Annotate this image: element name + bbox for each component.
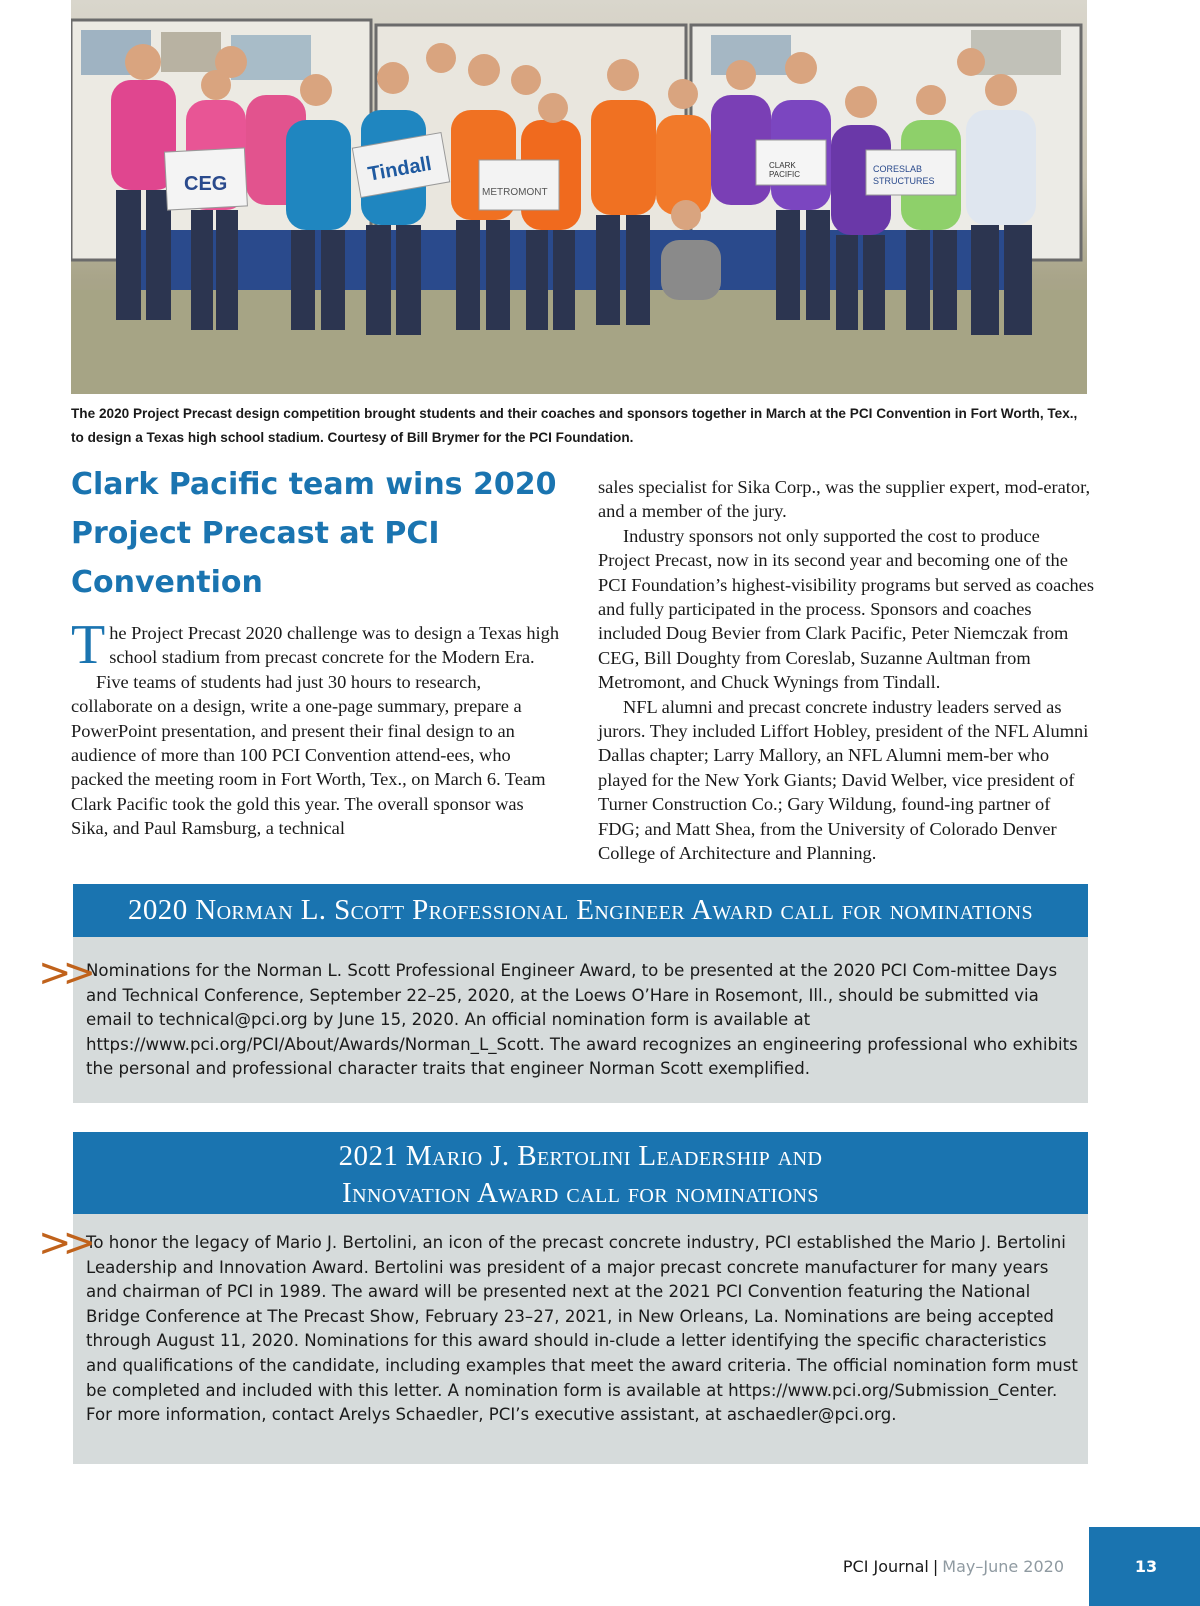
page-footer <box>843 1557 1064 1576</box>
norman-scott-award-section <box>73 884 1088 1103</box>
svg-text:STRUCTURES: STRUCTURES <box>873 176 935 186</box>
article-headline: Clark Pacific team wins 2020 Project Precast at PCI Convention <box>71 467 557 600</box>
section-banner: 2020 Norman L. Scott Professional Engineer Award call for nominations <box>73 884 1088 937</box>
svg-text:CEG: CEG <box>184 173 228 195</box>
bertolini-award-section <box>73 1132 1088 1464</box>
section-banner <box>73 1132 1088 1214</box>
article-paragraph-1-text: he Project Precast 2020 challenge was to design a Texas high school stadium from precast concrete for the Modern Era. <box>109 623 560 668</box>
double-chevron-icon: >> <box>38 950 88 996</box>
article-paragraph-2: Five teams of students had just 30 hours to research, collaborate on a design, write a one-page summary, prepare a PowerPoint presentation, and present their final design to an audience of more than 100 PCI Convention attend-ees, who packed the meeting room in Fort Worth, Tex., on March 6. Team Clark Pacific took the gold this year. The overall sponsor was Sika, and Paul Ramsburg, a technical <box>71 671 546 839</box>
article-paragraph-1 <box>71 614 561 676</box>
page-number: 13 <box>1089 1527 1200 1606</box>
section-body: To honor the legacy of Mario J. Bertolini, an icon of the precast concrete industry, PCI established the Mario J. Bertolini Leadership and Innovation Award. Bertolini was president of a major precast concrete manufacturer for many years and chairman of PCI in 1989. The award will be presented next at the 2021 PCI Convention featuring the National Bridge Conference at The Precast Show, February 23–27, 2021, in New Orleans, La. Nominations are being accepted through August 11, 2020. Nominations for this award should in-clude a letter identifying the specific characteristics and qualifications of the candidate, including examples that meet the award criteria. The official nomination form must be completed and included with this letter. A nomination form is available at https://www.pci.org/Submission_Center. For more information, contact Arelys Schaedler, PCI’s executive assistant, at aschaedler@pci.org. <box>86 1233 1078 1425</box>
section-banner-line-2: Innovation Award call for nominations <box>342 1177 819 1209</box>
drop-cap: T <box>71 614 106 676</box>
footer-separator: | <box>932 1557 939 1576</box>
article-paragraph-3: sales specialist for Sika Corp., was the supplier expert, mod-erator, and a member of the jury. <box>598 477 1091 522</box>
team-photo <box>71 0 1087 394</box>
double-chevron-icon: >> <box>38 1220 88 1266</box>
svg-text:PACIFIC: PACIFIC <box>769 170 800 179</box>
article-paragraph-4: Industry sponsors not only supported the cost to produce Project Precast, now in its second year and becoming one of the PCI Foundation’s highest-visibility programs but served as coaches and fully participated in the process. Sponsors and coaches included Doug Bevier from Clark Pacific, Peter Niemczak from CEG, Bill Doughty from Coreslab, Suzanne Aultman from Metromont, and Chuck Wynings from Tindall. <box>598 525 1094 693</box>
svg-text:CORESLAB: CORESLAB <box>873 164 923 174</box>
article-column-right <box>598 475 1094 866</box>
svg-text:Tindall: Tindall <box>366 152 434 186</box>
article-column-left <box>71 614 561 841</box>
svg-text:CLARK: CLARK <box>769 161 796 170</box>
photo-caption: The 2020 Project Precast design competition brought students and their coaches and sponsors together in March at the PCI Convention in Fort Worth, Tex., to design a Texas high school stadium. Courtesy of Bill Brymer for the PCI Foundation. <box>71 406 1078 445</box>
svg-text:METROMONT: METROMONT <box>482 187 548 198</box>
issue-date: May–June 2020 <box>942 1557 1064 1576</box>
journal-name: PCI Journal <box>842 1557 929 1576</box>
photo-illustration <box>71 0 1087 394</box>
article-paragraph-5: NFL alumni and precast concrete industry leaders served as jurors. They included Liffort Hobley, president of the NFL Alumni Dallas chapter; Larry Mallory, an NFL Alumni mem-ber who played for the New York Giants; David Welber, vice president of Turner Construction Co.; Gary Wildung, found-ing partner of FDG; and Matt Shea, from the University of Colorado Denver College of Architecture and Planning. <box>598 696 1089 864</box>
section-banner-line-1: 2021 Mario J. Bertolini Leadership and <box>338 1140 823 1172</box>
section-body: Nominations for the Norman L. Scott Professional Engineer Award, to be presented at the 2020 PCI Com-mittee Days and Technical Conference, September 22–25, 2020, at the Loews O’Hare in Rosemont, Ill., should be submitted via email to technical@pci.org by June 15, 2020. An official nomination form is available at https://www.pci.org/PCI/About/Awards/Norman_L_Scott. The award recognizes an engineering professional who exhibits the personal and professional character traits that engineer Norman Scott exemplified. <box>86 961 1078 1079</box>
